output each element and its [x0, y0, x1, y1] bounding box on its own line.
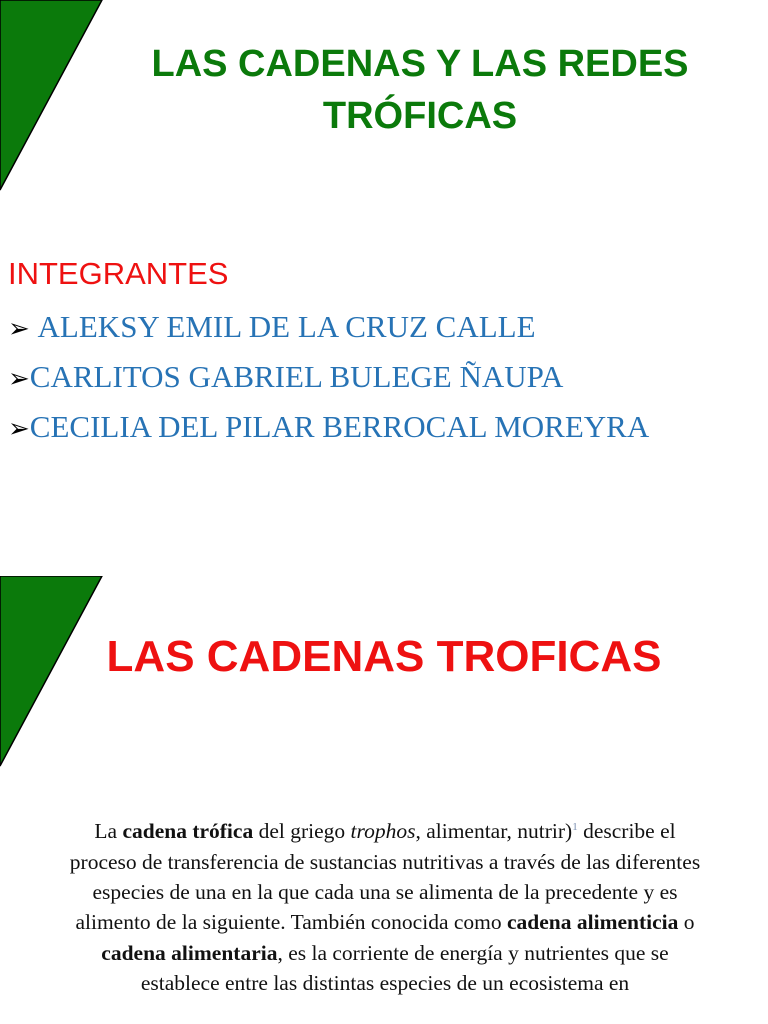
text-run: , alimentar, nutrir) [415, 819, 573, 844]
member-item [8, 356, 748, 400]
member-item [8, 306, 748, 350]
text-run: La [94, 819, 123, 844]
slide-title-line-1: LAS CADENAS Y LAS REDES [151, 43, 689, 85]
bold-term: cadena trófica [122, 819, 254, 844]
integrantes-label: INTEGRANTES [8, 256, 229, 291]
text-run: describe el proceso de transferencia de sustancias nutritivas a través de las diferentes especies de una en la que cada una se alimenta de la precedente y es alimento de la siguiente. También conocida como [69, 819, 701, 935]
green-triangle-decoration [0, 0, 110, 192]
arrow-bullet-icon: ➢ [8, 314, 30, 343]
bold-term: cadena alimenticia [507, 910, 679, 935]
definition-paragraph [60, 812, 710, 999]
text-run: o [678, 910, 695, 935]
italic-term: trophos [350, 819, 416, 844]
footnote-link[interactable]: 1 [572, 821, 578, 833]
member-name: CARLITOS GABRIEL BULEGE ÑAUPA [29, 359, 564, 394]
slide-title-line-2: TRÓFICAS [322, 95, 518, 137]
slide-title [120, 38, 720, 142]
arrow-bullet-icon: ➢ [8, 364, 30, 393]
text-run: , es la corriente de energía y nutrientes que se establece entre las distintas especies de un ecosistema en [140, 940, 669, 996]
bold-term: cadena alimentaria [101, 940, 278, 965]
member-name: CECILIA DEL PILAR BERROCAL MOREYRA [29, 409, 650, 444]
member-item [8, 406, 748, 450]
member-name: ALEKSY EMIL DE LA CRUZ CALLE [37, 309, 536, 344]
text-run: del griego [253, 819, 351, 844]
arrow-bullet-icon: ➢ [8, 414, 30, 443]
section-title: LAS CADENAS TROFICAS [106, 632, 662, 681]
slide-2 [0, 576, 768, 1024]
slide-divider [0, 560, 768, 576]
